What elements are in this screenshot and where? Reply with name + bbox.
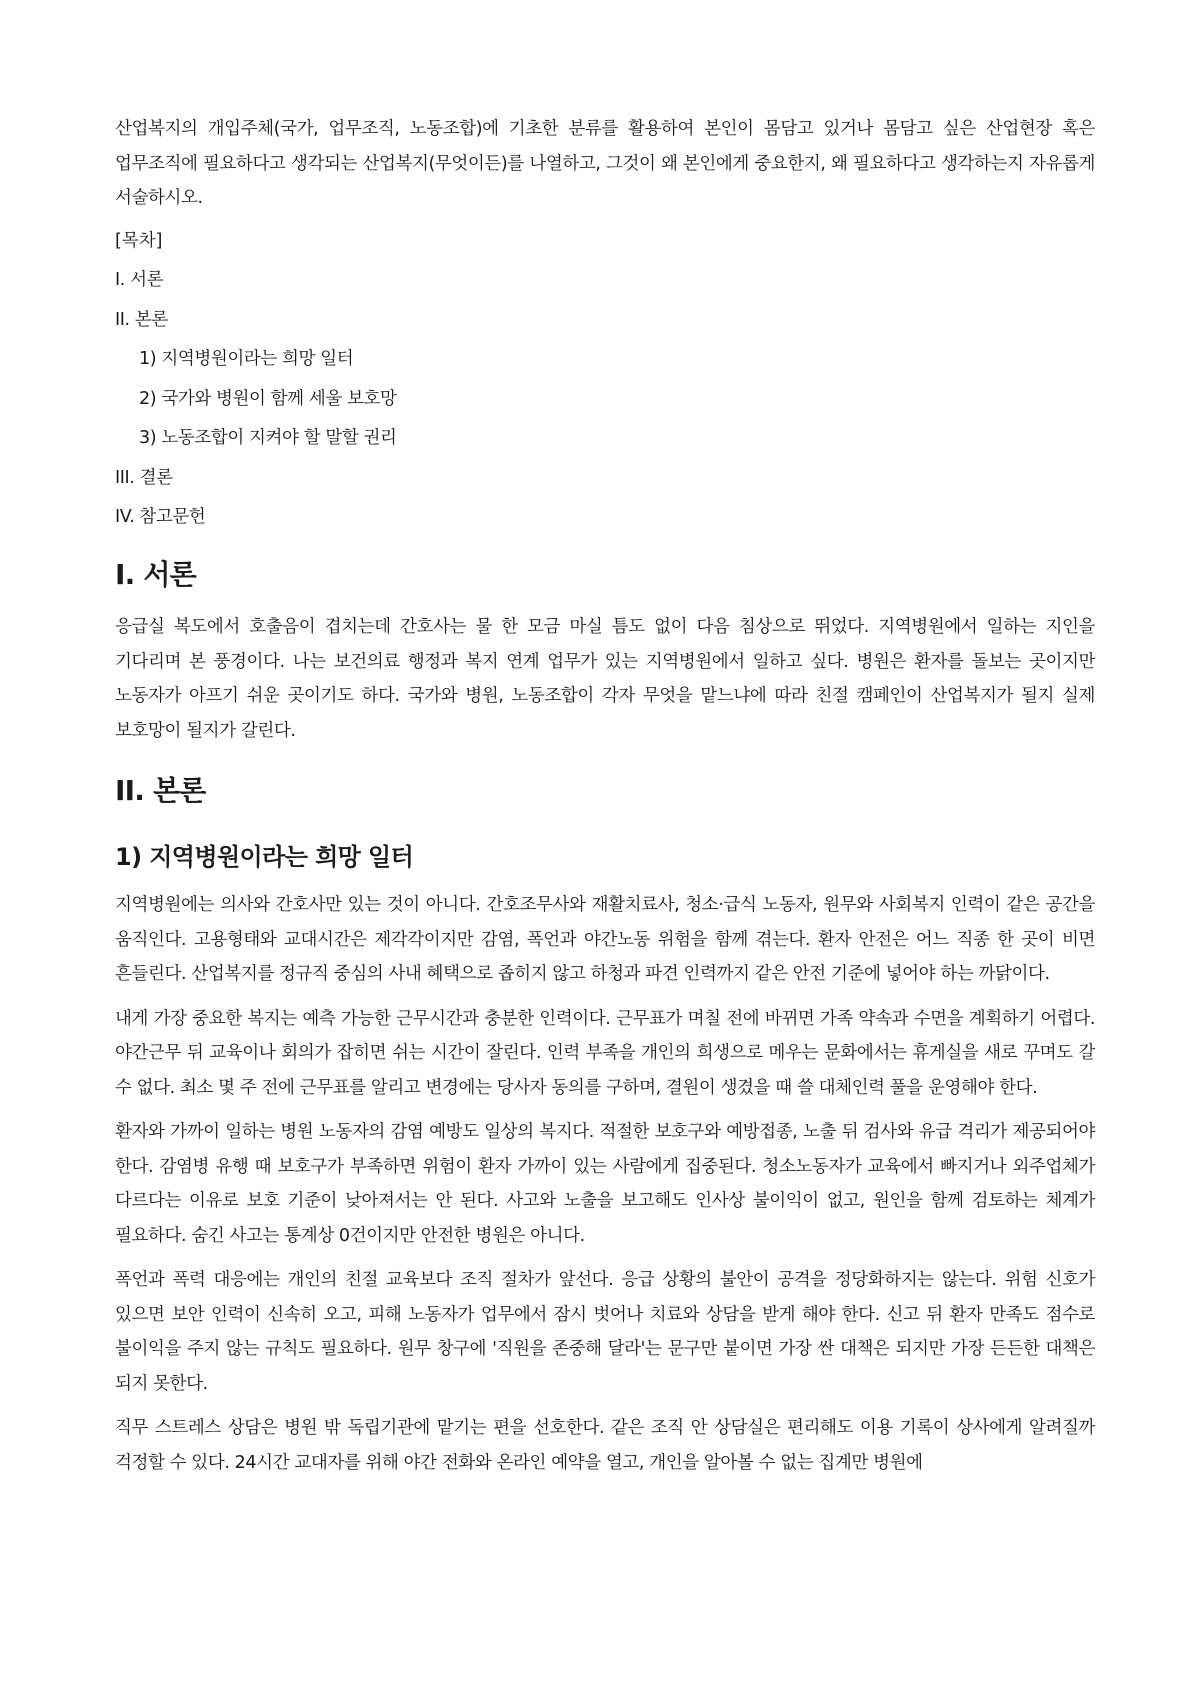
assignment-prompt: 산업복지의 개입주체(국가, 업무조직, 노동조합)에 기초한 분류를 활용하여 본인이 몸담고 있거나 몸담고 싶은 산업현장 혹은 업무조직에 필요하다고 생각되는 산업복지(무엇이든)를 나열하고, 그것이 왜 본인에게 중요한지, 왜 필요하다고 생각하는지 자유롭게 서술하시오. — [115, 119, 1095, 208]
body-paragraph: 환자와 가까이 일하는 병원 노동자의 감염 예방도 일상의 복지다. 적절한 보호구와 예방접종, 노출 뒤 검사와 유급 격리가 제공되어야 한다. 감염병 유행 때 보호구가 부족하면 위험이 환자 가까이 있는 사람에게 집중된다. 청소노동자가 교육에서 빠지거나 외주업체가 다르다는 이유로 보호 기준이 낮아져서는 안 된다. 사고와 노출을 보고해도 인사상 불이익이 없고, 원인을 함께 검토하는 체계가 필요하다. 숨긴 사고는 통계상 0건이지만 안전한 병원은 아니다. — [115, 1122, 1095, 1246]
body-paragraph: 직무 스트레스 상담은 병원 밖 독립기관에 맡기는 편을 선호한다. 같은 조직 안 상담실은 편리해도 이용 기록이 상사에게 알려질까 걱정할 수 있다. 24시간 교대자를 위해 야간 전화와 온라인 예약을 열고, 개인을 알아볼 수 없는 집계만 병원에 — [115, 1418, 1095, 1473]
toc-item: II. 본론 — [115, 309, 168, 330]
toc-item: III. 결론 — [115, 467, 173, 488]
toc-item: I. 서론 — [115, 270, 164, 290]
toc-item: IV. 참고문헌 — [115, 507, 206, 527]
body-heading: II. 본론 — [115, 774, 206, 807]
body-paragraph: 지역병원에는 의사와 간호사만 있는 것이 아니다. 간호조무사와 재활치료사, 청소·급식 노동자, 원무와 사회복지 인력이 같은 공간을 움직인다. 고용형태와 교대시간은 제각각이지만 감염, 폭언과 야간노동 위험을 함께 겪는다. 환자 안전은 어느 직종 한 곳이 비면 흔들린다. 산업복지를 정규직 중심의 사내 혜택으로 좁히지 않고 하청과 파견 인력까지 같은 안전 기준에 넣어야 하는 까닭이다. — [115, 895, 1095, 984]
toc-subitem: 1) 지역병원이라는 희망 일터 — [139, 349, 354, 369]
body-paragraph: 내게 가장 중요한 복지는 예측 가능한 근무시간과 충분한 인력이다. 근무표가 며칠 전에 바뀌면 가족 약속과 수면을 계획하기 어렵다. 야간근무 뒤 교육이나 회의가 잡히면 쉬는 시간이 잘린다. 인력 부족을 개인의 희생으로 메우는 문화에서는 휴게실을 새로 꾸며도 갈 수 없다. 최소 몇 주 전에 근무표를 알리고 변경에는 당사자 동의를 구하며, 결원이 생겼을 때 쓸 대체인력 풀을 운영해야 한다. — [115, 1008, 1095, 1098]
toc-subitem: 2) 국가와 병원이 함께 세울 보호망 — [139, 388, 397, 409]
body-paragraph: 폭언과 폭력 대응에는 개인의 친절 교육보다 조직 절차가 앞선다. 응급 상황의 불안이 공격을 정당화하지는 않는다. 위험 신호가 있으면 보안 인력이 신속히 오고, 피해 노동자가 업무에서 잠시 벗어나 치료와 상담을 받게 해야 한다. 신고 뒤 환자 만족도 점수로 불이익을 주지 않는 규칙도 필요하다. 원무 창구에 '직원을 존중해 달라'는 문구만 붙이면 가장 싼 대책은 되지만 가장 든든한 대책은 되지 못한다. — [115, 1270, 1095, 1394]
intro-heading: I. 서론 — [115, 558, 196, 591]
intro-paragraph: 응급실 복도에서 호출음이 겹치는데 간호사는 물 한 모금 마실 틈도 없이 다음 침상으로 뛰었다. 지역병원에서 일하는 지인을 기다리며 본 풍경이다. 나는 보건의료 행정과 복지 연계 업무가 있는 지역병원에서 일하고 싶다. 병원은 환자를 돌보는 곳이지만 노동자가 아프기 쉬운 곳이기도 하다. 국가와 병원, 노동조합이 각자 무엇을 맡느냐에 따라 친절 캠페인이 산업복지가 될지 실제 보호망이 될지가 갈린다. — [115, 617, 1095, 741]
toc-subitem: 3) 노동조합이 지켜야 할 말할 권리 — [139, 428, 397, 448]
table-of-contents — [115, 265, 1095, 532]
section1-heading: 1) 지역병원이라는 희망 일터 — [115, 843, 414, 871]
toc-title: [목차] — [115, 230, 163, 251]
document-page — [115, 112, 1095, 1490]
